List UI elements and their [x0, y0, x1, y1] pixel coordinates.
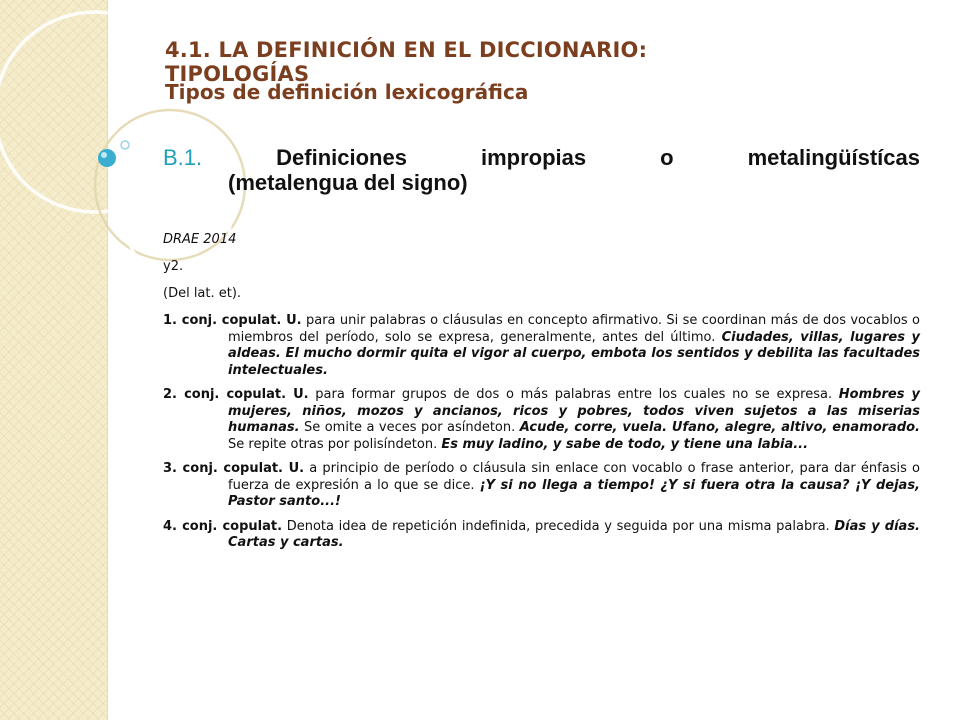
slide-subtitle: Tipos de definición lexicográfica	[165, 80, 529, 104]
sense-1	[163, 313, 920, 379]
slide-title: 4.1. LA DEFINICIÓN EN EL DICCIONARIO: TIPOLOGÍAS	[165, 38, 648, 86]
decorative-side-band	[0, 0, 108, 720]
sense-label: 1. conj. copulat. U.	[163, 313, 302, 328]
sense-example: Acude, corre, vuela. Ufano, alegre, altivo, enamorado.	[519, 420, 920, 435]
sense-text: para formar grupos de dos o más palabras entre los cuales no se expresa.	[308, 387, 839, 402]
section-heading	[163, 145, 920, 195]
dictionary-source: DRAE 2014	[163, 232, 237, 247]
entry-headword: y2.	[163, 259, 184, 274]
sense-example: Días y días. Cartas y cartas.	[228, 518, 920, 550]
entry-etymology: (Del lat. et).	[163, 286, 242, 301]
sense-example: ¡Y si no llega a tiempo! ¿Y si fuera otra la causa? ¡Y dejas, Pastor santo...!	[228, 477, 920, 509]
sense-label: 3. conj. copulat. U.	[163, 461, 305, 476]
sense-text: para unir palabras o cláusulas en concepto afirmativo. Si se coordinan más de dos vocablos o miembros del período, solo se expresa, generalmente, antes del último.	[228, 313, 920, 345]
small-ring-decoration	[121, 141, 129, 149]
heading-word: Definiciones	[276, 145, 407, 170]
sense-label: 2. conj. copulat. U.	[163, 387, 309, 402]
heading-word: impropias	[480, 145, 587, 170]
section-heading-first-line	[163, 145, 920, 170]
sense-2	[163, 387, 920, 453]
sense-example: Ciudades, villas, lugares y aldeas. El mucho dormir quita el vigor al cuerpo, embota los sentidos y debilita las facultades intelectuales.	[228, 329, 920, 378]
sense-example: Es muy ladino, y sabe de todo, y tiene una labia...	[441, 436, 809, 452]
sense-text: Denota idea de repetición indefinida, precedida y seguida por una misma palabra.	[282, 518, 835, 534]
sense-3	[163, 461, 920, 511]
heading-word: o	[660, 145, 674, 170]
section-heading-second-line: (metalengua del signo)	[228, 170, 468, 195]
sense-label: 4. conj. copulat.	[163, 518, 283, 534]
sense-4	[163, 519, 920, 552]
sense-text: a principio de período o cláusula sin enlace con vocablo o frase anterior, para dar énfasis o fuerza de expresión a lo que se dice.	[228, 461, 920, 493]
sense-text: Se repite otras por polisíndeton.	[228, 436, 442, 452]
section-code: B.1.	[163, 145, 203, 170]
heading-word: metalingüístícas	[747, 145, 920, 170]
sense-example: Hombres y mujeres, niños, mozos y ancianos, ricos y pobres, todos viven sujetos a las miserias humanas.	[228, 387, 920, 435]
dictionary-entry	[163, 232, 920, 560]
sense-text: Se omite a veces por asíndeton.	[299, 420, 520, 435]
